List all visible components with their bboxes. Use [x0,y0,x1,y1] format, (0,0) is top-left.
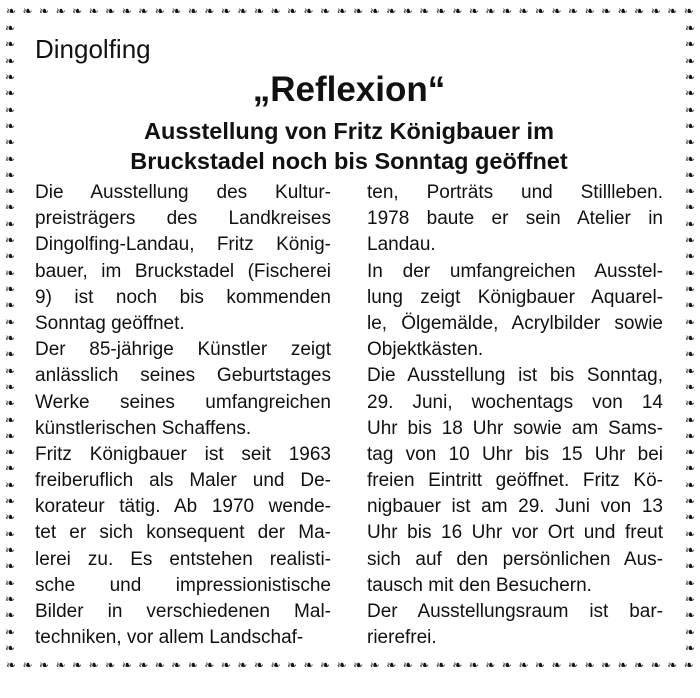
scroll-ornament-icon: ❧ [22,4,33,18]
scroll-ornament-icon: ❧ [485,4,496,18]
text-line: nigbauer ist am 29. Juni von 13 [367,496,663,518]
text-line: Der Ausstellungsraum ist bar- [367,601,663,622]
article-location: Dingolfing [35,34,151,64]
scroll-ornament-icon: ❧ [204,4,215,18]
scroll-ornament-icon: ❧ [386,4,397,18]
scroll-ornament-icon: ❧ [4,200,16,215]
scroll-ornament-icon: ❧ [270,658,281,672]
scroll-ornament-icon: ❧ [369,658,380,672]
bottom-ornament-border [0,654,700,676]
article-subtitle-line-2: Bruckstadel noch bis Sonntag geöffnet [130,148,568,174]
scroll-ornament-icon: ❧ [4,135,16,150]
scroll-ornament-icon: ❧ [684,265,696,280]
scroll-ornament-icon: ❧ [4,575,16,590]
scroll-ornament-icon: ❧ [386,658,397,672]
scroll-ornament-icon: ❧ [320,4,331,18]
paragraph [367,259,663,364]
paragraph [367,599,663,651]
paragraph [367,180,663,259]
text-line: techniken, vor allem Landschaf- [35,627,304,649]
scroll-ornament-icon: ❧ [684,363,696,378]
text-line: Uhr bis 18 Uhr sowie am Sams- [367,417,663,439]
text-line: 9) ist noch bis kommenden [35,286,331,308]
scroll-ornament-icon: ❧ [402,4,413,18]
scroll-ornament-icon: ❧ [303,658,314,672]
text-line: Bilder in verschiedenen Mal- [35,601,331,622]
scroll-ornament-icon: ❧ [634,658,645,672]
text-line: In der umfangreichen Ausstel- [367,260,663,282]
text-line: künstlerischen Schaffens. [35,417,252,439]
text-line: Werke seines umfangreichen [35,391,331,413]
scroll-ornament-icon: ❧ [353,658,364,672]
scroll-ornament-icon: ❧ [684,233,696,248]
text-line: bauer, im Bruckstadel (Fischerei [35,260,331,282]
text-line: freiberuflich als Maler und De- [35,470,331,492]
scroll-ornament-icon: ❧ [287,4,298,18]
scroll-ornament-icon: ❧ [336,658,347,672]
scroll-ornament-icon: ❧ [684,347,696,362]
scroll-ornament-icon: ❧ [452,4,463,18]
scroll-ornament-icon: ❧ [650,658,661,672]
scroll-ornament-icon: ❧ [55,658,66,672]
scroll-ornament-icon: ❧ [4,347,16,362]
scroll-ornament-icon: ❧ [4,22,16,35]
scroll-ornament-icon: ❧ [121,658,132,672]
scroll-ornament-icon: ❧ [684,640,696,654]
scroll-ornament-icon: ❧ [402,658,413,672]
scroll-ornament-icon: ❧ [684,216,696,231]
text-line: rierefrei. [367,627,437,649]
article-body [35,180,663,651]
scroll-ornament-icon: ❧ [684,379,696,394]
scroll-ornament-icon: ❧ [684,575,696,590]
scroll-ornament-icon: ❧ [684,591,696,606]
scroll-ornament-icon: ❧ [684,412,696,427]
scroll-ornament-icon: ❧ [419,658,430,672]
left-column [35,180,331,651]
scroll-ornament-icon: ❧ [501,658,512,672]
text-line: sich auf den persönlichen Aus- [367,548,663,570]
article [35,34,663,651]
scroll-ornament-icon: ❧ [55,4,66,18]
top-ornament-border [0,0,700,22]
scroll-ornament-icon: ❧ [4,494,16,509]
text-line: korateur tätig. Ab 1970 wende- [35,496,331,518]
scroll-ornament-icon: ❧ [4,379,16,394]
scroll-ornament-icon: ❧ [684,445,696,460]
scroll-ornament-icon: ❧ [270,4,281,18]
text-line: anlässlich seines Geburtstages [35,365,331,387]
text-line: Der 85-jährige Künstler zeigt [35,339,331,361]
scroll-ornament-icon: ❧ [684,543,696,557]
text-line: Sonntag geöffnet. [35,312,185,334]
text-line: ten, Porträts und Stillleben. [367,182,663,203]
scroll-ornament-icon: ❧ [4,396,16,411]
scroll-ornament-icon: ❧ [320,658,331,672]
paragraph [367,363,663,599]
scroll-ornament-icon: ❧ [4,559,16,574]
scroll-ornament-icon: ❧ [568,4,579,18]
scroll-ornament-icon: ❧ [684,167,696,182]
scroll-ornament-icon: ❧ [684,200,696,215]
scroll-ornament-icon: ❧ [4,330,16,345]
scroll-ornament-icon: ❧ [667,4,678,18]
scroll-ornament-icon: ❧ [39,4,50,18]
scroll-ornament-icon: ❧ [650,4,661,18]
scroll-ornament-icon: ❧ [617,4,628,18]
scroll-ornament-icon: ❧ [601,658,612,672]
scroll-ornament-icon: ❧ [4,314,16,329]
scroll-ornament-icon: ❧ [4,412,16,427]
scroll-ornament-icon: ❧ [684,396,696,411]
scroll-ornament-icon: ❧ [22,658,33,672]
text-line: lung zeigt Königbauer Aquarel- [367,286,663,308]
scroll-ornament-icon: ❧ [684,282,696,296]
text-line: Die Ausstellung ist bis Sonntag, [367,365,663,387]
text-line: Dingolfing-Landau, Fritz König- [35,234,331,256]
scroll-ornament-icon: ❧ [88,4,99,18]
text-line: Uhr bis 16 Uhr vor Ort und freut [367,522,663,544]
scroll-ornament-icon: ❧ [4,118,16,133]
scroll-ornament-icon: ❧ [121,4,132,18]
article-subtitle [35,116,663,176]
scroll-ornament-icon: ❧ [684,69,696,84]
scroll-ornament-icon: ❧ [237,4,248,18]
scroll-ornament-icon: ❧ [88,658,99,672]
scroll-ornament-icon: ❧ [4,216,16,231]
text-line: Fritz Königbauer ist seit 1963 [35,443,331,465]
scroll-ornament-icon: ❧ [534,658,546,672]
scroll-ornament-icon: ❧ [601,4,612,18]
scroll-ornament-icon: ❧ [667,658,678,672]
paragraph [35,337,331,442]
scroll-ornament-icon: ❧ [684,22,696,35]
scroll-ornament-icon: ❧ [4,37,16,52]
scroll-ornament-icon: ❧ [684,330,696,345]
scroll-ornament-icon: ❧ [518,658,529,672]
scroll-ornament-icon: ❧ [4,167,16,182]
scroll-ornament-icon: ❧ [617,658,628,672]
scroll-ornament-icon: ❧ [501,4,512,18]
scroll-ornament-icon: ❧ [684,624,696,639]
scroll-ornament-icon: ❧ [684,510,696,525]
scroll-ornament-icon: ❧ [154,4,165,18]
paragraph [35,180,331,337]
scroll-ornament-icon: ❧ [138,658,149,672]
scroll-ornament-icon: ❧ [568,658,579,672]
scroll-ornament-icon: ❧ [485,658,496,672]
scroll-ornament-icon: ❧ [551,4,562,18]
scroll-ornament-icon: ❧ [683,4,694,18]
scroll-ornament-icon: ❧ [4,526,16,541]
scroll-ornament-icon: ❧ [452,658,463,672]
scroll-ornament-icon: ❧ [369,4,380,18]
text-line: tausch mit den Besuchern. [367,574,592,596]
scroll-ornament-icon: ❧ [4,445,16,460]
scroll-ornament-icon: ❧ [684,118,696,133]
scroll-ornament-icon: ❧ [4,624,16,639]
text-line: Objektkästen. [367,339,484,361]
scroll-ornament-icon: ❧ [4,69,16,84]
scroll-ornament-icon: ❧ [551,658,562,672]
article-subtitle-line-1: Ausstellung von Fritz Königbauer im [144,118,554,144]
text-line: le, Ölgemälde, Acrylbilder sowie [367,312,663,334]
scroll-ornament-icon: ❧ [171,658,182,672]
scroll-ornament-icon: ❧ [72,4,83,18]
scroll-ornament-icon: ❧ [4,86,16,101]
scroll-ornament-icon: ❧ [4,461,16,476]
text-line: tet er sich konsequent der Ma- [35,522,331,544]
scroll-ornament-icon: ❧ [4,282,16,296]
left-ornament-border [2,22,18,654]
text-line: lerei zu. Es entstehen realisti- [35,548,331,570]
scroll-ornament-icon: ❧ [684,151,696,166]
scroll-ornament-icon: ❧ [204,658,215,672]
scroll-ornament-icon: ❧ [4,53,16,68]
scroll-ornament-icon: ❧ [684,53,696,68]
scroll-ornament-icon: ❧ [684,461,696,476]
article-title: „Reflexion“ [252,70,446,109]
paragraph [35,442,331,652]
scroll-ornament-icon: ❧ [419,4,430,18]
scroll-ornament-icon: ❧ [468,4,479,18]
scroll-ornament-icon: ❧ [684,102,696,117]
scroll-ornament-icon: ❧ [4,249,16,264]
text-line: freien Eintritt geöffnet. Fritz Kö- [367,470,663,492]
scroll-ornament-icon: ❧ [187,658,198,672]
scroll-ornament-icon: ❧ [4,102,16,117]
scroll-ornament-icon: ❧ [584,658,595,672]
scroll-ornament-icon: ❧ [534,4,546,18]
scroll-ornament-icon: ❧ [4,184,16,199]
scroll-ornament-icon: ❧ [220,4,231,18]
scroll-ornament-icon: ❧ [336,4,347,18]
right-ornament-border [682,22,698,654]
scroll-ornament-icon: ❧ [684,86,696,101]
scroll-ornament-icon: ❧ [684,559,696,574]
text-line: 29. Juni, wochentags von 14 [367,391,663,413]
scroll-ornament-icon: ❧ [253,658,264,672]
scroll-ornament-icon: ❧ [584,4,595,18]
scroll-ornament-icon: ❧ [105,658,116,672]
scroll-ornament-icon: ❧ [4,298,16,313]
scroll-ornament-icon: ❧ [154,658,165,672]
scroll-ornament-icon: ❧ [684,135,696,150]
text-line: Die Ausstellung des Kultur- [35,182,331,203]
scroll-ornament-icon: ❧ [518,4,529,18]
scroll-ornament-icon: ❧ [220,658,231,672]
text-line: preisträgers des Landkreises [35,208,331,230]
scroll-ornament-icon: ❧ [4,477,16,492]
scroll-ornament-icon: ❧ [72,658,83,672]
scroll-ornament-icon: ❧ [435,4,446,18]
scroll-ornament-icon: ❧ [4,265,16,280]
scroll-ornament-icon: ❧ [435,658,446,672]
scroll-ornament-icon: ❧ [5,4,17,18]
scroll-ornament-icon: ❧ [171,4,182,18]
scroll-ornament-icon: ❧ [684,477,696,492]
scroll-ornament-icon: ❧ [684,249,696,264]
scroll-ornament-icon: ❧ [4,151,16,166]
scroll-ornament-icon: ❧ [684,494,696,509]
text-line: 1978 baute er sein Atelier in [367,208,663,230]
scroll-ornament-icon: ❧ [468,658,479,672]
scroll-ornament-icon: ❧ [684,37,696,52]
scroll-ornament-icon: ❧ [4,428,16,443]
scroll-ornament-icon: ❧ [4,640,16,654]
scroll-ornament-icon: ❧ [187,4,198,18]
scroll-ornament-icon: ❧ [684,608,696,623]
scroll-ornament-icon: ❧ [237,658,248,672]
scroll-ornament-icon: ❧ [353,4,364,18]
scroll-ornament-icon: ❧ [253,4,264,18]
scroll-ornament-icon: ❧ [4,608,16,623]
scroll-ornament-icon: ❧ [684,526,696,541]
scroll-ornament-icon: ❧ [4,363,16,378]
scroll-ornament-icon: ❧ [4,543,16,557]
scroll-ornament-icon: ❧ [303,4,314,18]
scroll-ornament-icon: ❧ [287,658,298,672]
scroll-ornament-icon: ❧ [684,184,696,199]
scroll-ornament-icon: ❧ [684,298,696,313]
text-line: sche und impressionistische [35,574,331,596]
scroll-ornament-icon: ❧ [683,658,694,672]
scroll-ornament-icon: ❧ [684,314,696,329]
text-line: tag von 10 Uhr bis 15 Uhr bei [367,443,663,465]
scroll-ornament-icon: ❧ [4,510,16,525]
scroll-ornament-icon: ❧ [138,4,149,18]
scroll-ornament-icon: ❧ [4,591,16,606]
scroll-ornament-icon: ❧ [105,4,116,18]
text-line: Landau. [367,234,436,256]
right-column [367,180,663,651]
scroll-ornament-icon: ❧ [684,428,696,443]
scroll-ornament-icon: ❧ [5,658,17,672]
scroll-ornament-icon: ❧ [4,233,16,248]
scroll-ornament-icon: ❧ [634,4,645,18]
scroll-ornament-icon: ❧ [39,658,50,672]
